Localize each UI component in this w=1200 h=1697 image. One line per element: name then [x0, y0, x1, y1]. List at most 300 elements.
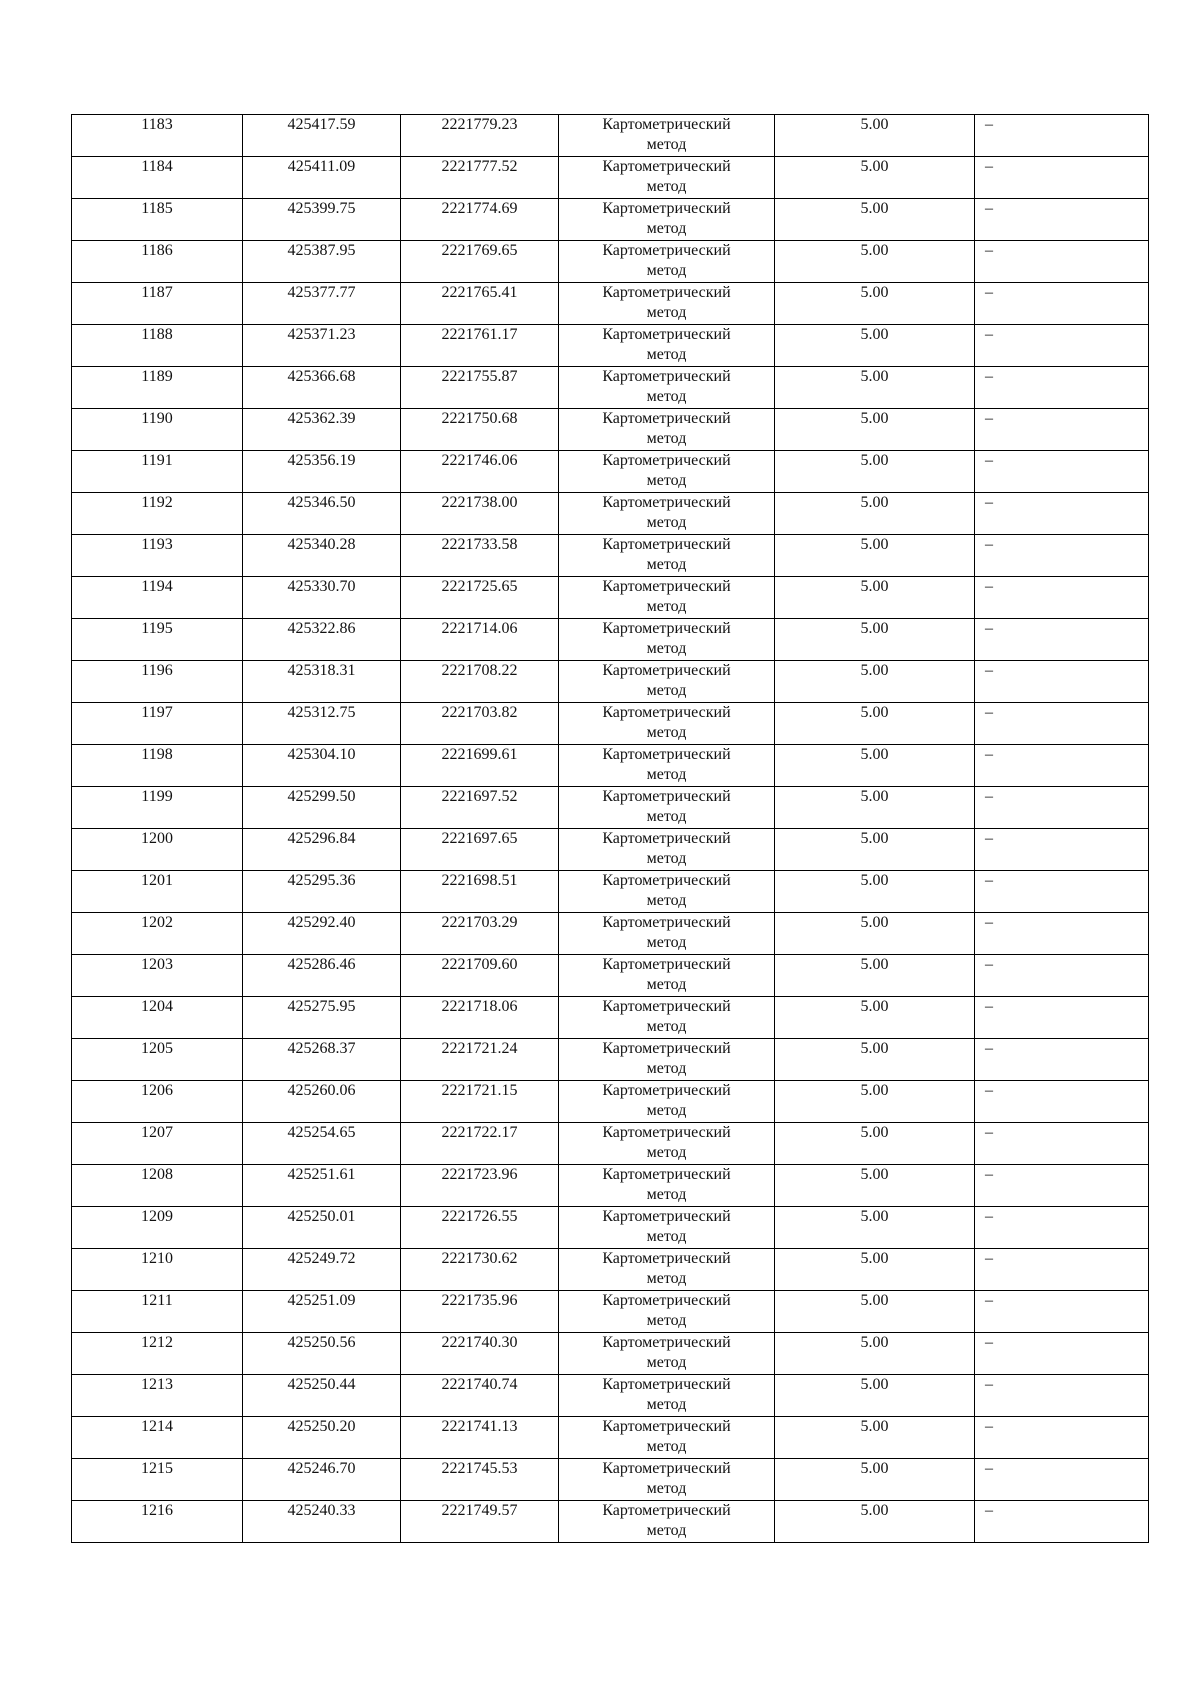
- note-cell: –: [975, 871, 1149, 913]
- accuracy-cell: 5.00: [775, 955, 975, 997]
- y-coordinate-cell: 2221726.55: [401, 1207, 559, 1249]
- method-cell: [559, 409, 775, 451]
- x-coordinate-cell: 425312.75: [243, 703, 401, 745]
- method-label-line2: метод: [646, 472, 687, 489]
- table-row: [72, 829, 1149, 871]
- y-coordinate-cell: 2221741.13: [401, 1417, 559, 1459]
- accuracy-cell: 5.00: [775, 703, 975, 745]
- method-label-line1: Картометрический: [602, 956, 731, 973]
- method-label-line2: метод: [646, 304, 687, 321]
- y-coordinate-cell: 2221745.53: [401, 1459, 559, 1501]
- point-number-cell: 1196: [72, 661, 243, 703]
- method-cell: [559, 1291, 775, 1333]
- method-label-line2: метод: [646, 136, 687, 153]
- point-number-cell: 1194: [72, 577, 243, 619]
- x-coordinate-cell: 425286.46: [243, 955, 401, 997]
- x-coordinate-cell: 425322.86: [243, 619, 401, 661]
- note-cell: –: [975, 1291, 1149, 1333]
- x-coordinate-cell: 425254.65: [243, 1123, 401, 1165]
- method-cell: [559, 241, 775, 283]
- accuracy-cell: 5.00: [775, 1375, 975, 1417]
- table-row: [72, 1459, 1149, 1501]
- note-cell: –: [975, 451, 1149, 493]
- x-coordinate-cell: 425377.77: [243, 283, 401, 325]
- method-label-line1: Картометрический: [602, 998, 731, 1015]
- method-label-line1: Картометрический: [602, 242, 731, 259]
- table-row: [72, 115, 1149, 157]
- note-cell: –: [975, 241, 1149, 283]
- method-label-line2: метод: [646, 934, 687, 951]
- note-cell: –: [975, 1123, 1149, 1165]
- x-coordinate-cell: 425299.50: [243, 787, 401, 829]
- y-coordinate-cell: 2221703.29: [401, 913, 559, 955]
- method-label-line1: Картометрический: [602, 536, 731, 553]
- note-cell: –: [975, 493, 1149, 535]
- table-row: [72, 913, 1149, 955]
- point-number-cell: 1198: [72, 745, 243, 787]
- note-cell: –: [975, 1039, 1149, 1081]
- table-row: [72, 1501, 1149, 1543]
- point-number-cell: 1212: [72, 1333, 243, 1375]
- x-coordinate-cell: 425295.36: [243, 871, 401, 913]
- method-label-line1: Картометрический: [602, 410, 731, 427]
- x-coordinate-cell: 425417.59: [243, 115, 401, 157]
- accuracy-cell: 5.00: [775, 871, 975, 913]
- method-label-line2: метод: [646, 640, 687, 657]
- method-cell: [559, 115, 775, 157]
- y-coordinate-cell: 2221722.17: [401, 1123, 559, 1165]
- table-row: [72, 997, 1149, 1039]
- method-cell: [559, 1249, 775, 1291]
- method-label-line1: Картометрический: [602, 662, 731, 679]
- x-coordinate-cell: 425296.84: [243, 829, 401, 871]
- note-cell: –: [975, 619, 1149, 661]
- method-cell: [559, 997, 775, 1039]
- method-cell: [559, 703, 775, 745]
- method-label-line1: Картометрический: [602, 494, 731, 511]
- accuracy-cell: 5.00: [775, 1501, 975, 1543]
- method-label-line1: Картометрический: [602, 158, 731, 175]
- method-label-line1: Картометрический: [602, 578, 731, 595]
- point-number-cell: 1183: [72, 115, 243, 157]
- accuracy-cell: 5.00: [775, 1207, 975, 1249]
- table-row: [72, 661, 1149, 703]
- point-number-cell: 1193: [72, 535, 243, 577]
- method-label-line2: метод: [646, 1186, 687, 1203]
- note-cell: –: [975, 1249, 1149, 1291]
- method-label-line1: Картометрический: [602, 872, 731, 889]
- point-number-cell: 1197: [72, 703, 243, 745]
- y-coordinate-cell: 2221765.41: [401, 283, 559, 325]
- table-row: [72, 241, 1149, 283]
- y-coordinate-cell: 2221708.22: [401, 661, 559, 703]
- accuracy-cell: 5.00: [775, 115, 975, 157]
- x-coordinate-cell: 425362.39: [243, 409, 401, 451]
- method-label-line1: Картометрический: [602, 1166, 731, 1183]
- method-label-line1: Картометрический: [602, 914, 731, 931]
- note-cell: –: [975, 577, 1149, 619]
- y-coordinate-cell: 2221735.96: [401, 1291, 559, 1333]
- accuracy-cell: 5.00: [775, 829, 975, 871]
- point-number-cell: 1187: [72, 283, 243, 325]
- accuracy-cell: 5.00: [775, 535, 975, 577]
- table-row: [72, 199, 1149, 241]
- method-label-line2: метод: [646, 976, 687, 993]
- table-row: [72, 955, 1149, 997]
- point-number-cell: 1216: [72, 1501, 243, 1543]
- note-cell: –: [975, 1333, 1149, 1375]
- method-label-line1: Картометрический: [602, 1082, 731, 1099]
- method-label-line1: Картометрический: [602, 1040, 731, 1057]
- point-number-cell: 1190: [72, 409, 243, 451]
- note-cell: –: [975, 829, 1149, 871]
- accuracy-cell: 5.00: [775, 745, 975, 787]
- point-number-cell: 1204: [72, 997, 243, 1039]
- method-cell: [559, 787, 775, 829]
- accuracy-cell: 5.00: [775, 619, 975, 661]
- method-cell: [559, 1333, 775, 1375]
- accuracy-cell: 5.00: [775, 1165, 975, 1207]
- note-cell: –: [975, 115, 1149, 157]
- y-coordinate-cell: 2221730.62: [401, 1249, 559, 1291]
- method-label-line1: Картометрический: [602, 788, 731, 805]
- method-label-line2: метод: [646, 346, 687, 363]
- y-coordinate-cell: 2221698.51: [401, 871, 559, 913]
- x-coordinate-cell: 425304.10: [243, 745, 401, 787]
- point-number-cell: 1199: [72, 787, 243, 829]
- accuracy-cell: 5.00: [775, 1417, 975, 1459]
- table-row: [72, 619, 1149, 661]
- note-cell: –: [975, 997, 1149, 1039]
- point-number-cell: 1209: [72, 1207, 243, 1249]
- method-label-line2: метод: [646, 1018, 687, 1035]
- accuracy-cell: 5.00: [775, 1249, 975, 1291]
- note-cell: –: [975, 157, 1149, 199]
- method-label-line2: метод: [646, 808, 687, 825]
- x-coordinate-cell: 425246.70: [243, 1459, 401, 1501]
- method-label-line2: метод: [646, 514, 687, 531]
- point-number-cell: 1208: [72, 1165, 243, 1207]
- method-label-line1: Картометрический: [602, 620, 731, 637]
- method-cell: [559, 745, 775, 787]
- point-number-cell: 1188: [72, 325, 243, 367]
- method-label-line1: Картометрический: [602, 1124, 731, 1141]
- point-number-cell: 1192: [72, 493, 243, 535]
- x-coordinate-cell: 425356.19: [243, 451, 401, 493]
- method-label-line1: Картометрический: [602, 1376, 731, 1393]
- coordinates-table: [71, 114, 1149, 1543]
- y-coordinate-cell: 2221709.60: [401, 955, 559, 997]
- y-coordinate-cell: 2221721.24: [401, 1039, 559, 1081]
- x-coordinate-cell: 425250.20: [243, 1417, 401, 1459]
- method-label-line1: Картометрический: [602, 704, 731, 721]
- accuracy-cell: 5.00: [775, 1459, 975, 1501]
- method-cell: [559, 325, 775, 367]
- y-coordinate-cell: 2221703.82: [401, 703, 559, 745]
- method-cell: [559, 493, 775, 535]
- point-number-cell: 1205: [72, 1039, 243, 1081]
- method-label-line2: метод: [646, 1270, 687, 1287]
- x-coordinate-cell: 425330.70: [243, 577, 401, 619]
- point-number-cell: 1215: [72, 1459, 243, 1501]
- method-label-line2: метод: [646, 556, 687, 573]
- table-row: [72, 703, 1149, 745]
- table-row: [72, 1123, 1149, 1165]
- method-label-line1: Картометрический: [602, 1460, 731, 1477]
- method-cell: [559, 829, 775, 871]
- point-number-cell: 1189: [72, 367, 243, 409]
- accuracy-cell: 5.00: [775, 577, 975, 619]
- note-cell: –: [975, 913, 1149, 955]
- method-label-line2: метод: [646, 430, 687, 447]
- table-row: [72, 1249, 1149, 1291]
- table-row: [72, 745, 1149, 787]
- method-label-line1: Картометрический: [602, 1208, 731, 1225]
- x-coordinate-cell: 425371.23: [243, 325, 401, 367]
- point-number-cell: 1214: [72, 1417, 243, 1459]
- x-coordinate-cell: 425240.33: [243, 1501, 401, 1543]
- method-cell: [559, 1375, 775, 1417]
- table-row: [72, 1207, 1149, 1249]
- method-label-line2: метод: [646, 1522, 687, 1539]
- method-cell: [559, 367, 775, 409]
- method-label-line2: метод: [646, 220, 687, 237]
- accuracy-cell: 5.00: [775, 325, 975, 367]
- point-number-cell: 1186: [72, 241, 243, 283]
- method-label-line2: метод: [646, 598, 687, 615]
- method-label-line2: метод: [646, 178, 687, 195]
- note-cell: –: [975, 367, 1149, 409]
- accuracy-cell: 5.00: [775, 1081, 975, 1123]
- accuracy-cell: 5.00: [775, 1123, 975, 1165]
- table-row: [72, 157, 1149, 199]
- method-label-line1: Картометрический: [602, 1334, 731, 1351]
- accuracy-cell: 5.00: [775, 1333, 975, 1375]
- y-coordinate-cell: 2221769.65: [401, 241, 559, 283]
- table-row: [72, 1039, 1149, 1081]
- method-cell: [559, 1501, 775, 1543]
- note-cell: –: [975, 535, 1149, 577]
- method-label-line1: Картометрический: [602, 200, 731, 217]
- point-number-cell: 1201: [72, 871, 243, 913]
- point-number-cell: 1200: [72, 829, 243, 871]
- table-row: [72, 367, 1149, 409]
- point-number-cell: 1203: [72, 955, 243, 997]
- method-label-line1: Картометрический: [602, 746, 731, 763]
- method-label-line2: метод: [646, 262, 687, 279]
- y-coordinate-cell: 2221774.69: [401, 199, 559, 241]
- accuracy-cell: 5.00: [775, 493, 975, 535]
- point-number-cell: 1202: [72, 913, 243, 955]
- method-cell: [559, 1417, 775, 1459]
- x-coordinate-cell: 425251.09: [243, 1291, 401, 1333]
- note-cell: –: [975, 745, 1149, 787]
- method-label-line1: Картометрический: [602, 452, 731, 469]
- x-coordinate-cell: 425318.31: [243, 661, 401, 703]
- x-coordinate-cell: 425292.40: [243, 913, 401, 955]
- accuracy-cell: 5.00: [775, 451, 975, 493]
- point-number-cell: 1195: [72, 619, 243, 661]
- table-row: [72, 577, 1149, 619]
- point-number-cell: 1211: [72, 1291, 243, 1333]
- point-number-cell: 1210: [72, 1249, 243, 1291]
- x-coordinate-cell: 425250.44: [243, 1375, 401, 1417]
- table-row: [72, 451, 1149, 493]
- y-coordinate-cell: 2221740.74: [401, 1375, 559, 1417]
- method-label-line2: метод: [646, 1438, 687, 1455]
- method-label-line2: метод: [646, 850, 687, 867]
- x-coordinate-cell: 425251.61: [243, 1165, 401, 1207]
- y-coordinate-cell: 2221697.65: [401, 829, 559, 871]
- method-label-line1: Картометрический: [602, 1418, 731, 1435]
- y-coordinate-cell: 2221733.58: [401, 535, 559, 577]
- accuracy-cell: 5.00: [775, 1291, 975, 1333]
- note-cell: –: [975, 1165, 1149, 1207]
- table-row: [72, 1081, 1149, 1123]
- method-label-line2: метод: [646, 1060, 687, 1077]
- x-coordinate-cell: 425250.01: [243, 1207, 401, 1249]
- accuracy-cell: 5.00: [775, 661, 975, 703]
- table-row: [72, 283, 1149, 325]
- table-row: [72, 871, 1149, 913]
- method-label-line2: метод: [646, 682, 687, 699]
- x-coordinate-cell: 425268.37: [243, 1039, 401, 1081]
- y-coordinate-cell: 2221749.57: [401, 1501, 559, 1543]
- x-coordinate-cell: 425250.56: [243, 1333, 401, 1375]
- method-label-line2: метод: [646, 1312, 687, 1329]
- method-cell: [559, 661, 775, 703]
- y-coordinate-cell: 2221699.61: [401, 745, 559, 787]
- method-cell: [559, 871, 775, 913]
- method-label-line1: Картометрический: [602, 326, 731, 343]
- accuracy-cell: 5.00: [775, 241, 975, 283]
- point-number-cell: 1185: [72, 199, 243, 241]
- table-row: [72, 787, 1149, 829]
- note-cell: –: [975, 787, 1149, 829]
- y-coordinate-cell: 2221725.65: [401, 577, 559, 619]
- method-label-line2: метод: [646, 1354, 687, 1371]
- method-label-line2: метод: [646, 1102, 687, 1119]
- note-cell: –: [975, 409, 1149, 451]
- table-body: [72, 115, 1149, 1543]
- note-cell: –: [975, 283, 1149, 325]
- method-cell: [559, 157, 775, 199]
- x-coordinate-cell: 425260.06: [243, 1081, 401, 1123]
- accuracy-cell: 5.00: [775, 913, 975, 955]
- y-coordinate-cell: 2221777.52: [401, 157, 559, 199]
- point-number-cell: 1213: [72, 1375, 243, 1417]
- method-label-line1: Картометрический: [602, 116, 731, 133]
- point-number-cell: 1191: [72, 451, 243, 493]
- method-cell: [559, 283, 775, 325]
- accuracy-cell: 5.00: [775, 787, 975, 829]
- y-coordinate-cell: 2221738.00: [401, 493, 559, 535]
- x-coordinate-cell: 425387.95: [243, 241, 401, 283]
- note-cell: –: [975, 1207, 1149, 1249]
- method-label-line1: Картометрический: [602, 1292, 731, 1309]
- method-cell: [559, 913, 775, 955]
- y-coordinate-cell: 2221721.15: [401, 1081, 559, 1123]
- y-coordinate-cell: 2221723.96: [401, 1165, 559, 1207]
- table-row: [72, 493, 1149, 535]
- table-row: [72, 1375, 1149, 1417]
- method-label-line1: Картометрический: [602, 830, 731, 847]
- method-cell: [559, 1081, 775, 1123]
- y-coordinate-cell: 2221755.87: [401, 367, 559, 409]
- y-coordinate-cell: 2221750.68: [401, 409, 559, 451]
- table-row: [72, 1333, 1149, 1375]
- method-cell: [559, 1039, 775, 1081]
- y-coordinate-cell: 2221714.06: [401, 619, 559, 661]
- method-cell: [559, 1459, 775, 1501]
- method-label-line1: Картометрический: [602, 368, 731, 385]
- x-coordinate-cell: 425346.50: [243, 493, 401, 535]
- table-row: [72, 1417, 1149, 1459]
- accuracy-cell: 5.00: [775, 997, 975, 1039]
- y-coordinate-cell: 2221746.06: [401, 451, 559, 493]
- table-row: [72, 1165, 1149, 1207]
- method-cell: [559, 955, 775, 997]
- note-cell: –: [975, 955, 1149, 997]
- note-cell: –: [975, 199, 1149, 241]
- method-cell: [559, 535, 775, 577]
- accuracy-cell: 5.00: [775, 199, 975, 241]
- note-cell: –: [975, 1081, 1149, 1123]
- x-coordinate-cell: 425411.09: [243, 157, 401, 199]
- method-label-line2: метод: [646, 1228, 687, 1245]
- x-coordinate-cell: 425275.95: [243, 997, 401, 1039]
- method-label-line2: метод: [646, 1144, 687, 1161]
- y-coordinate-cell: 2221697.52: [401, 787, 559, 829]
- method-label-line1: Картометрический: [602, 1502, 731, 1519]
- method-cell: [559, 199, 775, 241]
- accuracy-cell: 5.00: [775, 283, 975, 325]
- table-row: [72, 325, 1149, 367]
- note-cell: –: [975, 1459, 1149, 1501]
- method-cell: [559, 451, 775, 493]
- y-coordinate-cell: 2221761.17: [401, 325, 559, 367]
- method-cell: [559, 619, 775, 661]
- accuracy-cell: 5.00: [775, 367, 975, 409]
- method-cell: [559, 1165, 775, 1207]
- note-cell: –: [975, 1501, 1149, 1543]
- method-label-line2: метод: [646, 766, 687, 783]
- table-row: [72, 409, 1149, 451]
- x-coordinate-cell: 425366.68: [243, 367, 401, 409]
- x-coordinate-cell: 425249.72: [243, 1249, 401, 1291]
- method-label-line2: метод: [646, 892, 687, 909]
- note-cell: –: [975, 703, 1149, 745]
- point-number-cell: 1184: [72, 157, 243, 199]
- method-cell: [559, 1207, 775, 1249]
- x-coordinate-cell: 425340.28: [243, 535, 401, 577]
- method-label-line1: Картометрический: [602, 1250, 731, 1267]
- point-number-cell: 1207: [72, 1123, 243, 1165]
- method-label-line1: Картометрический: [602, 284, 731, 301]
- y-coordinate-cell: 2221718.06: [401, 997, 559, 1039]
- method-label-line2: метод: [646, 724, 687, 741]
- point-number-cell: 1206: [72, 1081, 243, 1123]
- x-coordinate-cell: 425399.75: [243, 199, 401, 241]
- y-coordinate-cell: 2221779.23: [401, 115, 559, 157]
- method-label-line2: метод: [646, 1480, 687, 1497]
- method-cell: [559, 1123, 775, 1165]
- accuracy-cell: 5.00: [775, 157, 975, 199]
- method-label-line2: метод: [646, 1396, 687, 1413]
- note-cell: –: [975, 661, 1149, 703]
- table-row: [72, 535, 1149, 577]
- note-cell: –: [975, 1417, 1149, 1459]
